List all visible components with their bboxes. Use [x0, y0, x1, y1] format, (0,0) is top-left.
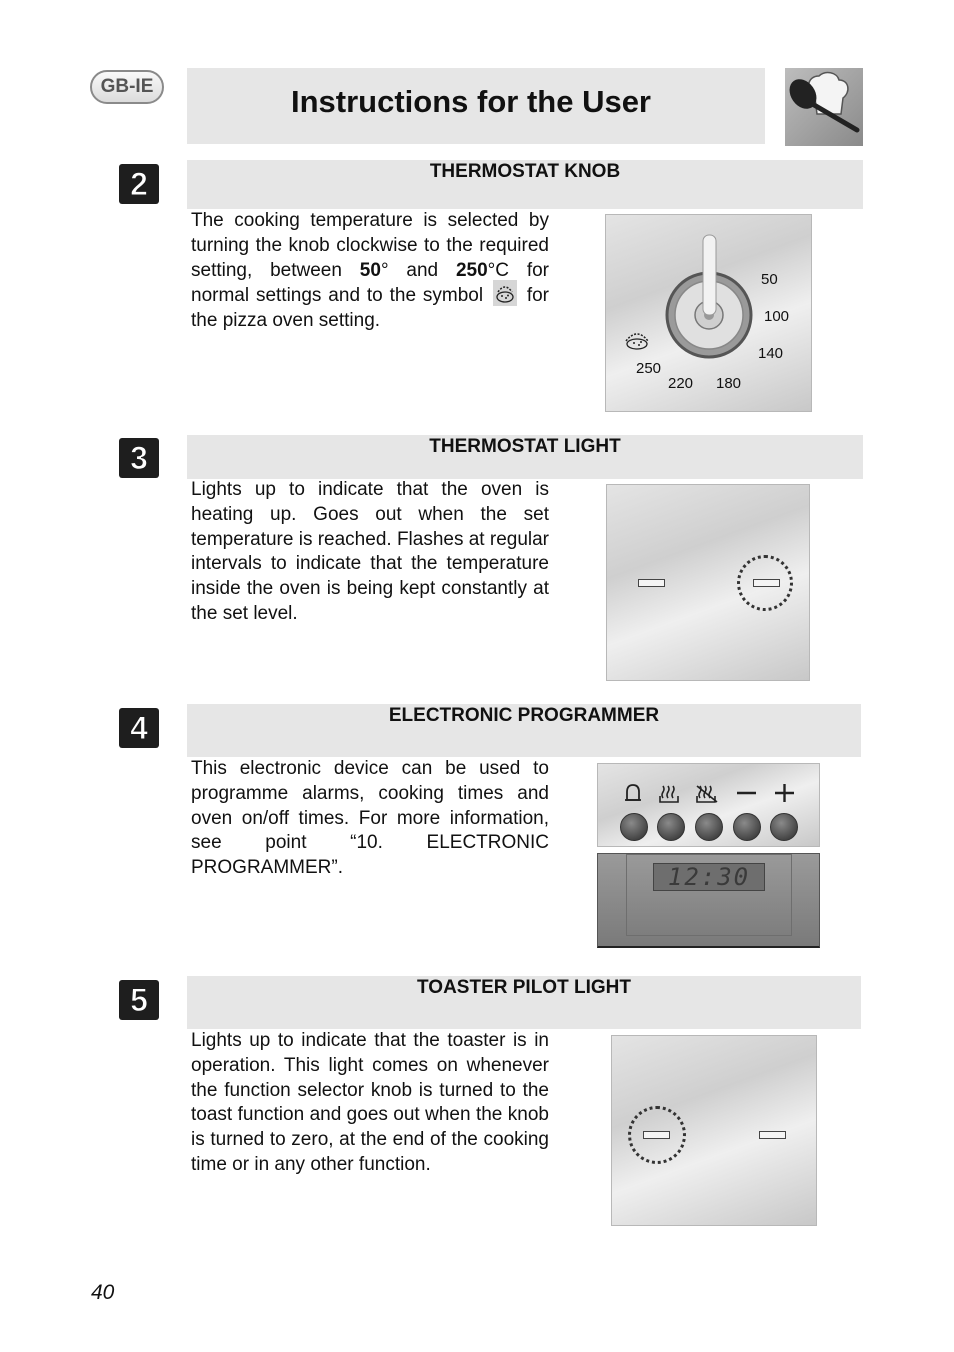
- end-cooking-icon: [697, 786, 717, 802]
- electronic-programmer-text: This electronic device can be used to programme alarms, cooking times and oven on/off times. For more information, see point “10. ELECTRONIC PROGRAMMER”.: [191, 758, 549, 879]
- temp-label-180: 180: [716, 375, 742, 392]
- programmer-display-panel: [597, 853, 820, 948]
- temp-label-250: 250: [636, 360, 662, 377]
- section-number-4: 4: [119, 708, 159, 748]
- bell-icon: [625, 785, 641, 800]
- plus-icon: [775, 784, 794, 802]
- section-number-2: 2: [119, 164, 159, 204]
- indicator-lamp-lit: [753, 579, 780, 587]
- bell-button[interactable]: [620, 813, 648, 841]
- thermostat-knob-image: [605, 214, 812, 412]
- indicator-lamp: [759, 1131, 786, 1139]
- section-number-5: 5: [119, 980, 159, 1020]
- thermostat-light-image: [606, 484, 810, 681]
- page-title: Instructions for the User: [291, 84, 651, 119]
- section-header-electronic-programmer: [187, 704, 861, 757]
- plus-button[interactable]: [770, 813, 798, 841]
- page-number: 40: [91, 1281, 115, 1304]
- temp-label-140: 140: [758, 345, 784, 362]
- section-heading: TOASTER PILOT LIGHT: [417, 977, 631, 998]
- toaster-pilot-light-image: [611, 1035, 817, 1226]
- end-cooking-button[interactable]: [695, 813, 723, 841]
- temp-label-220: 220: [668, 375, 694, 392]
- thermostat-light-text: Lights up to indicate that the oven is heating up. Goes out when the set temperature is reached. Flashes at regular intervals to indicate that the temperature inside the oven is being kept constantly at the set level.: [191, 479, 550, 624]
- indicator-lamp: [638, 579, 665, 587]
- section-heading: THERMOSTAT KNOB: [429, 161, 621, 182]
- section-number-3: 3: [119, 438, 159, 478]
- cooking-duration-icon: [660, 786, 678, 802]
- programmer-display: 12:30: [653, 863, 765, 891]
- toaster-pilot-light-text: Lights up to indicate that the toaster is in operation. This light comes on whenever the function selector knob is turned to the toast function and goes out when the knob is turned to zero, at the end of the cooking time or in any other function.: [191, 1030, 549, 1175]
- cooking-duration-button[interactable]: [657, 813, 685, 841]
- minus-button[interactable]: [733, 813, 761, 841]
- section-header-thermostat-knob: [187, 160, 863, 209]
- pizza-icon: [493, 280, 517, 306]
- temp-label-100: 100: [764, 308, 790, 325]
- section-header-toaster-pilot-light: [187, 976, 861, 1029]
- language-badge: GB-IE: [90, 70, 164, 104]
- electronic-programmer-image: [597, 763, 820, 948]
- temp-label-50: 50: [761, 271, 778, 288]
- programmer-button-panel: [597, 763, 820, 847]
- section-heading: ELECTRONIC PROGRAMMER: [388, 705, 660, 726]
- pizza-icon: [626, 334, 648, 349]
- thermostat-knob-text: The cooking temperature is selected by turning the knob clockwise to the required setting, between 50° and 250°C for normal settings and to the symbol for the pizza oven setting.: [191, 210, 550, 332]
- chef-hat-spoon-icon: [785, 68, 863, 146]
- section-header-thermostat-light: [187, 435, 863, 479]
- toaster-indicator-lamp-lit: [643, 1131, 670, 1139]
- section-heading: THERMOSTAT LIGHT: [429, 436, 621, 457]
- title-bar: [187, 68, 765, 144]
